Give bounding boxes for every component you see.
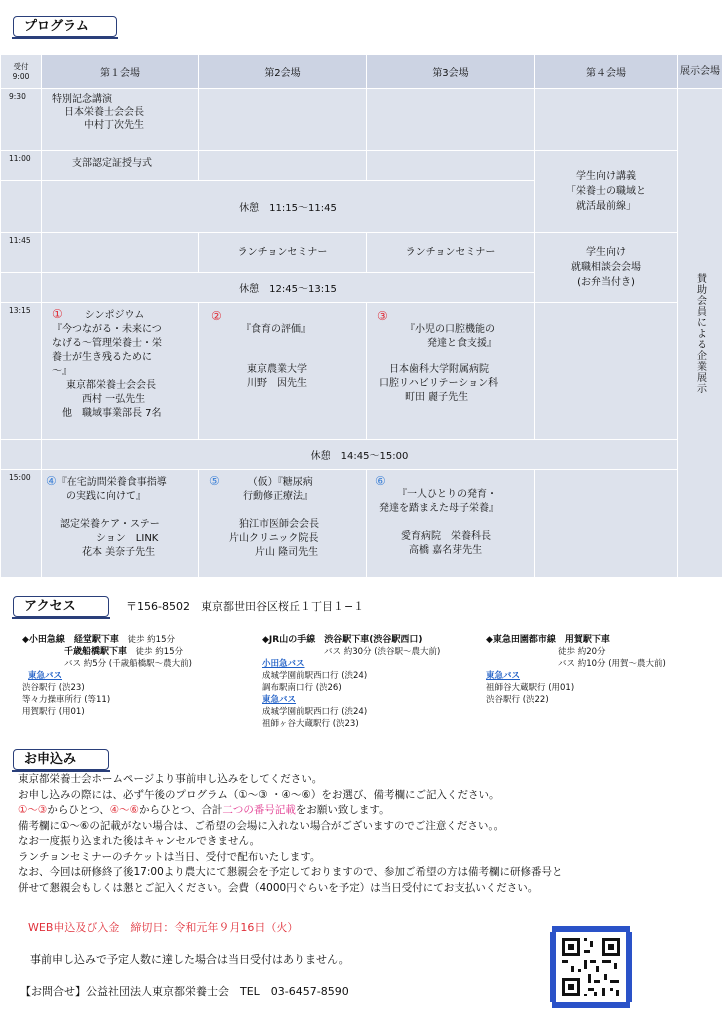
- session-5: ⑤ （仮）『糖尿病 行動修正療法』 狛江市医師会会長 片山クリニック院長 片山 隆司先生: [199, 470, 367, 578]
- break-2: 休憩 12:45〜13:15: [42, 273, 535, 303]
- access-jr: ◆JR山の手線 渋谷駅下車(渋谷駅西口) バス 約30分 (渋谷駅〜農大前) 小田急バス 成城学園前駅西口行 (渋24) 調布駅南口行 (渋26) 東急バス 成城学園前駅西口行 (渋24) 祖師ヶ谷大蔵駅行 (渋23): [262, 635, 441, 729]
- time-1145: 11:45: [1, 233, 42, 273]
- qr-code: [548, 924, 634, 1010]
- time-1500: 15:00: [1, 470, 42, 578]
- apply-title: お申込み: [13, 749, 109, 770]
- job-consult-cell: 学生向け 就職相談会会場 (お弁当付き): [535, 233, 678, 303]
- session-3: ③ 『小児の口腔機能の 発達と食支援』 日本歯科大学附属病院 口腔リハビリテーション科 町田 麗子先生: [367, 303, 535, 440]
- access-address: 〒156-8502 東京都世田谷区桜丘１丁目１−１: [126, 600, 365, 613]
- session-1: ① シンポジウム 『今つながる・未来につ なげる〜管理栄養士・栄 養士が生き残るために 〜』 東京都栄養士会会長 西村 一弘先生 他 職域事業部長 7名: [42, 303, 199, 440]
- time-1100: 11:00: [1, 151, 42, 181]
- access-tokyu: ◆東急田園都市線 用賀駅下車 徒歩 約20分 バス 約10分 (用賀〜農大前) 東急バス 祖師谷大蔵駅行 (用01) 渋谷駅行 (渋22): [486, 635, 666, 705]
- exhibit-cell: 賛助会員による企業展示: [678, 89, 723, 578]
- apply-text: 東京都栄養士会ホームページより事前申し込みをしてください。 お申し込みの際には、必ず午後のプログラム（①〜③ ・④〜⑥）をお選び、備考欄にご記入ください。 ①〜③からひとつ、④〜⑥からひとつ、合計二つの番号記載をお願い致します。 備考欄に①〜⑥の記載がない場合は、ご希望の会場に入れない場合がございますのでご注意ください。。 なお一度振り込まれた後はキャンセルできません。 ランチョンセミナーのチケットは当日、受付で配布いたします。 なお、今回は研修終了後17:00より農大にて懇親会を予定しておりますので、参加ご希望の方は備考欄に研修番号と 併せて懇親会もしくは懇とご記入ください。会費（4000円ぐらいを予定）は当日受付にてお支払いください。: [18, 773, 563, 894]
- hall-4-header: 第４会場: [535, 55, 678, 89]
- apply-contact: 【お問合せ】公益社団法人東京都栄養士会 TEL 03-6457-8590: [20, 985, 349, 998]
- access-title: アクセス: [13, 596, 109, 617]
- session-2: ② 『食育の評価』 東京農業大学 川野 因先生: [199, 303, 367, 440]
- luncheon-seminar-3: ランチョンセミナー: [367, 233, 535, 273]
- program-table: [0, 54, 723, 578]
- reception-cell: 受付 9:00: [1, 55, 42, 89]
- certificate-cell: 支部認定証授与式: [42, 151, 199, 181]
- luncheon-seminar-2: ランチョンセミナー: [199, 233, 367, 273]
- access-odakyu: ◆小田急線 経堂駅下車 徒歩 約15分 千歳船橋駅下車 徒歩 約15分 バス 約5分 (千歳船橋駅〜農大前) 東急バス 渋谷駅行 (渋23) 等々力操車所行 (等11) 用賀駅行 (用01): [22, 635, 192, 717]
- hall-2-header: 第2会場: [199, 55, 367, 89]
- exhibit-header: 展示会場: [678, 55, 723, 89]
- session-6: ⑥ 『一人ひとりの発育・ 発達を踏まえた母子栄養』 愛育病院 栄養科長 高橋 嘉名芽先生: [367, 470, 535, 578]
- time-930: 9:30: [1, 89, 42, 151]
- session-4: ④『在宅訪問栄養食事指導 の実践に向けて』 認定栄養ケア・ステー ション LINK 花本 美奈子先生: [42, 470, 199, 578]
- hall-3-header: 第3会場: [367, 55, 535, 89]
- apply-deadline: WEB申込及び入金 締切日：令和元年９月16日（火）: [28, 921, 299, 934]
- apply-note: 事前申し込みで予定人数に達した場合は当日受付はありません。: [30, 953, 350, 966]
- time-1315: 13:15: [1, 303, 42, 440]
- keynote-cell: 特別記念講演 日本栄養士会会長 中村丁次先生: [42, 89, 199, 151]
- program-title: プログラム: [13, 16, 117, 37]
- student-lecture-cell: 学生向け講義 「栄養士の職域と 就活最前線」: [535, 151, 678, 233]
- hall-1-header: 第１会場: [42, 55, 199, 89]
- break-1: 休憩 11:15〜11:45: [42, 181, 535, 233]
- break-3: 休憩 14:45〜15:00: [42, 440, 678, 470]
